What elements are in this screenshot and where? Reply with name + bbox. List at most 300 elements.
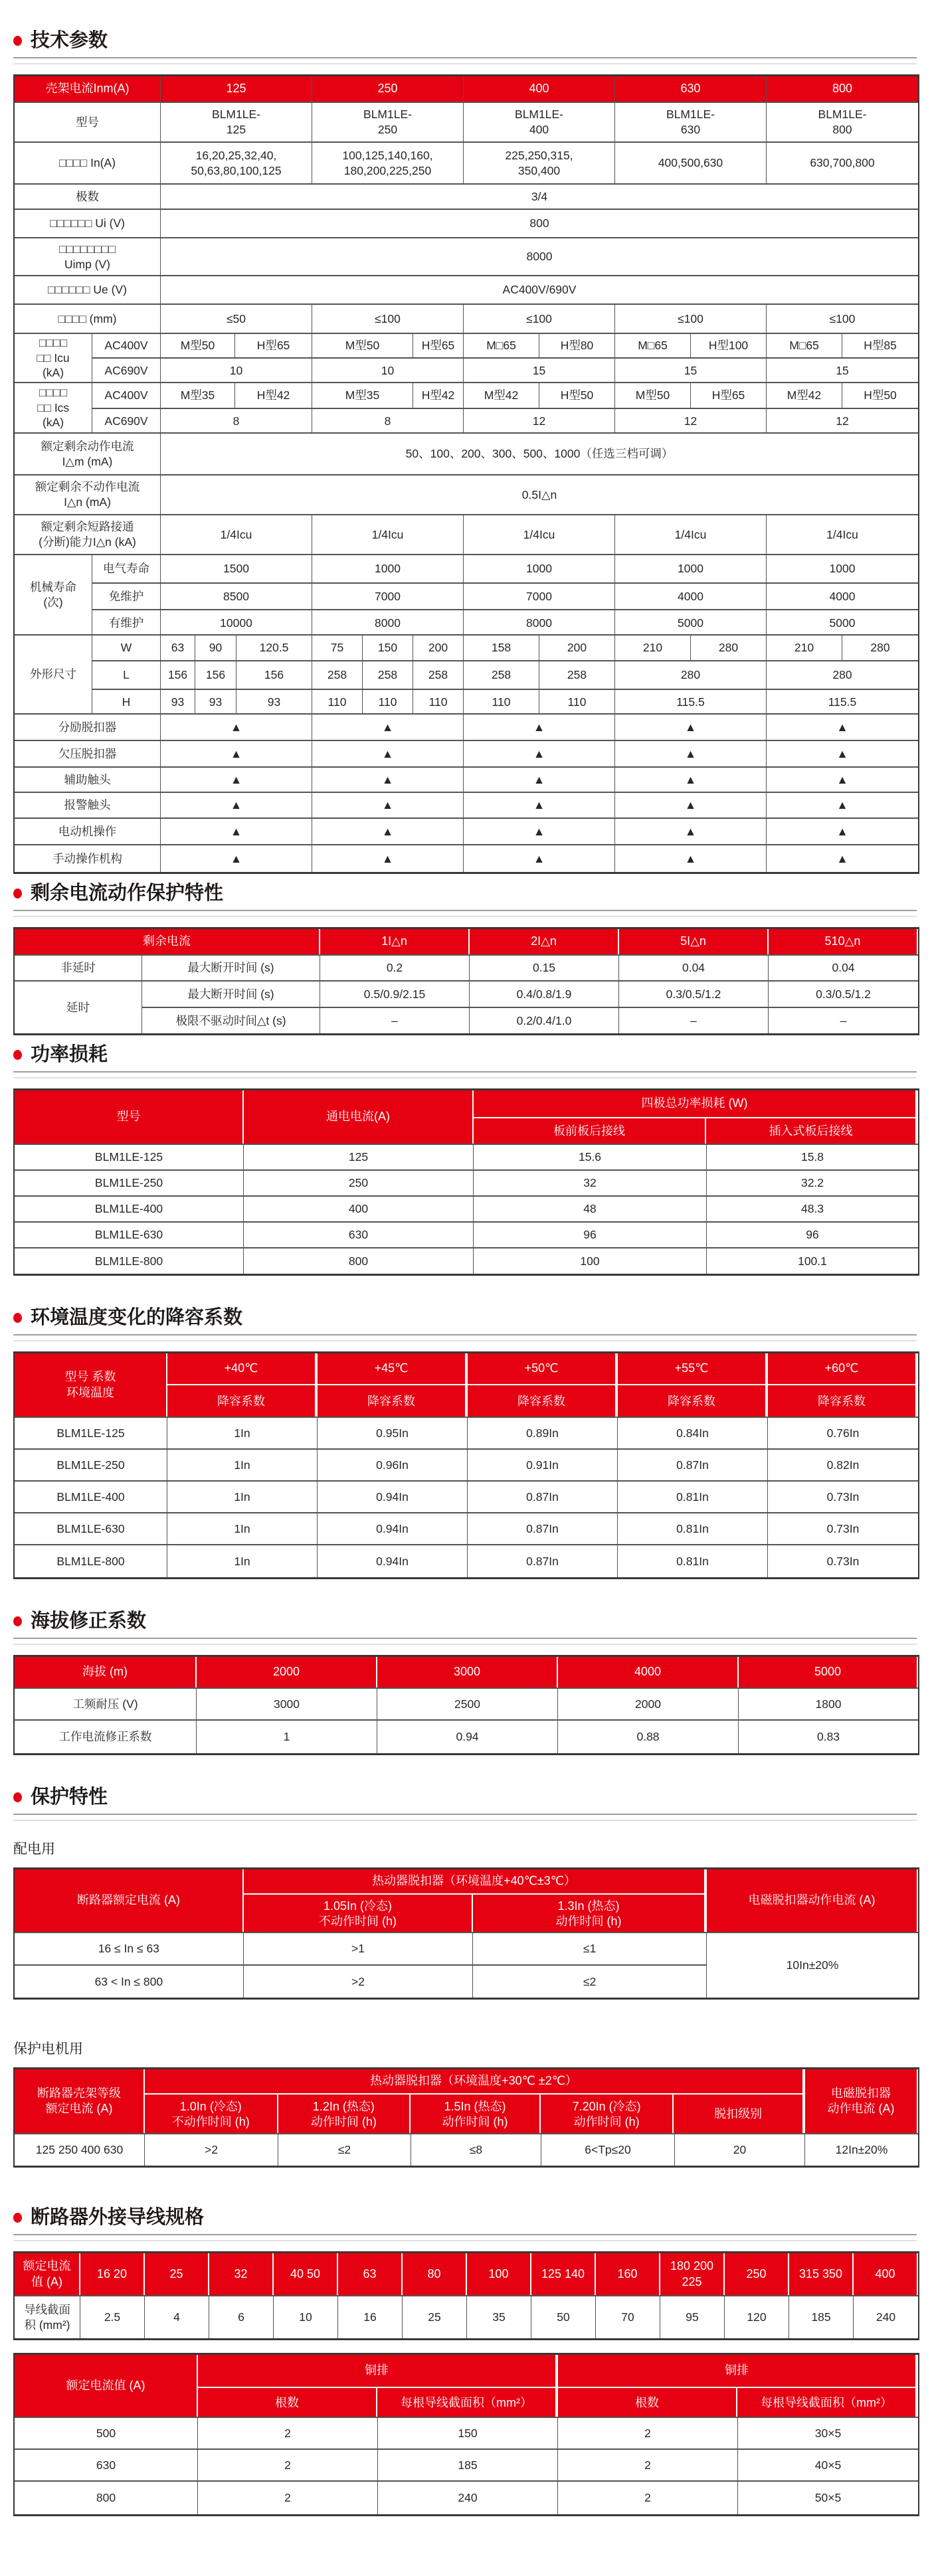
cell: BLM1LE-400: [15, 1197, 244, 1221]
header-cell: [145, 2069, 805, 2133]
cell: □□□□□□□□ Uimp (V): [15, 238, 161, 275]
header-cell: 7.20In (冷态) 动作时间 (h): [541, 2095, 674, 2133]
cell: W: [92, 636, 161, 660]
section-title-wire: [13, 2206, 917, 2229]
cell: ≤8: [411, 2134, 541, 2166]
cell: 8000: [312, 610, 464, 634]
cell: M□65: [767, 334, 842, 357]
cell: AC400V/690V: [502, 283, 577, 297]
sub-title-motor: 保护电机用: [13, 2041, 83, 2057]
cell: 158: [464, 636, 539, 660]
cell: 2000: [558, 1689, 739, 1719]
cell: >1: [244, 1933, 474, 1964]
cell: 120: [725, 2296, 789, 2338]
cell: BLM1LE-630: [15, 1513, 167, 1544]
cell: 0.73In: [826, 1554, 860, 1568]
cell: 导线截面 积 (mm²): [15, 2296, 80, 2338]
cell: 120.5: [236, 636, 312, 660]
cell: □□□□□□ Ue (V): [15, 276, 161, 303]
cell: AC400V: [92, 383, 161, 408]
cell: AC400V: [92, 334, 161, 357]
cell: 2: [558, 2450, 738, 2480]
header-cell: [198, 2355, 558, 2417]
header-cell: 180 200 225: [660, 2253, 725, 2295]
section-title-altitude: [13, 1610, 917, 1632]
cell: 0.95In: [318, 1418, 468, 1448]
cell: 30×5: [814, 2426, 842, 2440]
cell: 1000: [615, 555, 767, 582]
cell: 3/4: [531, 189, 548, 203]
cell: ▲: [464, 845, 615, 872]
cell: 100: [474, 1248, 707, 1274]
cell: 35: [467, 2296, 531, 2338]
header-cell: +45℃: [318, 1353, 466, 1384]
cell: BLM1LE-250: [15, 1450, 167, 1480]
cell: H型42: [235, 383, 312, 408]
header-cell: 热动器脱扣器（环境温度+30℃ ±2℃）: [145, 2069, 804, 2093]
header-cell: [244, 1869, 707, 1932]
header-cell: 315 350: [789, 2253, 854, 2295]
cell: ▲: [464, 819, 615, 844]
cell: 70: [596, 2296, 660, 2338]
header-cell: 5I△n: [619, 929, 769, 954]
cell: ▲: [615, 715, 767, 740]
header-cell: 断路器额定电流 (A): [15, 1869, 244, 1932]
cell: 2: [558, 2418, 738, 2448]
header-cell: 断路器壳架等级 额定电流 (A): [15, 2069, 145, 2133]
cell: 0.87In: [468, 1482, 618, 1512]
cell: 12: [836, 414, 849, 428]
header-cell: 板前板后接线: [474, 1118, 706, 1144]
cell: 4: [145, 2296, 209, 2338]
bullet-icon: [13, 1792, 22, 1802]
cell: □□□□ □□ Icu (kA): [15, 334, 92, 382]
header-cell: 250: [312, 76, 464, 102]
cell: ▲: [312, 845, 464, 872]
cell: ▲: [836, 824, 848, 838]
header-cell: 3000: [377, 1657, 558, 1687]
power-loss-table: [13, 1088, 919, 1276]
cell: 非延时: [15, 956, 142, 980]
cell: 16,20,25,32,40, 50,63,80,100,125: [161, 143, 312, 183]
section-title-text: 保护特性: [31, 1786, 108, 1808]
cell: 1/4Icu: [826, 527, 858, 541]
cell: 最大断开时间 (s): [142, 982, 320, 1007]
cell: 报警触头: [15, 793, 161, 817]
header-cell: 800: [767, 76, 918, 102]
cell: ▲: [312, 819, 464, 844]
cell: ▲: [161, 793, 312, 817]
header-cell: 25: [145, 2253, 209, 2295]
header-cell: 125 140: [531, 2253, 596, 2295]
cell: 7000: [312, 584, 464, 609]
cell: ▲: [615, 768, 767, 792]
cell: BLM1LE- 800: [818, 108, 867, 136]
distribution-protection-table: [13, 1867, 919, 2000]
cell: 280: [691, 636, 767, 660]
cell: 6<Tp≤20: [541, 2134, 675, 2166]
cell: 125: [244, 1145, 474, 1169]
cell: AC690V: [92, 409, 161, 432]
section-title-text: 剩余电流动作保护特性: [31, 883, 224, 904]
header-cell: [474, 1090, 918, 1144]
cell: AC690V: [92, 359, 161, 382]
cell: 150: [363, 636, 413, 660]
cell: 115.5: [828, 695, 857, 709]
cell: 210: [767, 636, 842, 660]
cell: 10In±20%: [786, 1958, 839, 1972]
cell: 0.4/0.8/1.9: [470, 982, 619, 1007]
bullet-icon: [13, 1050, 22, 1060]
cell: H型50: [539, 383, 615, 408]
cell: 10: [312, 359, 464, 382]
header-cell: 1.05In (冷态) 不动作时间 (h): [244, 1895, 473, 1932]
cell: ▲: [836, 772, 848, 786]
cell: 5000: [615, 610, 767, 634]
header-cell: 630: [615, 76, 767, 102]
cell: 0.76In: [826, 1426, 860, 1440]
cell: 75: [312, 636, 363, 660]
cell: 800: [244, 1248, 474, 1274]
cell: ≤1: [583, 1942, 597, 1956]
cell: 0.2: [320, 956, 470, 980]
cell: 3000: [197, 1689, 377, 1719]
bullet-icon: [13, 1313, 22, 1323]
header-cell: [558, 2355, 918, 2417]
cell: 200: [413, 636, 464, 660]
cell: 110: [312, 690, 363, 713]
cell: 型号: [15, 103, 161, 141]
header-cell: 铜排: [558, 2355, 917, 2387]
cell: [92, 636, 918, 713]
cell: 外形尺寸: [15, 636, 92, 713]
cell: 分励脱扣器: [15, 715, 161, 740]
cell: H型65: [413, 334, 464, 357]
cell: H型65: [235, 334, 312, 357]
cell: 4000: [829, 589, 856, 603]
cell: 20: [675, 2134, 805, 2166]
cell: >2: [145, 2134, 278, 2166]
cell: □□□□ In(A): [15, 143, 161, 183]
cell: 0.88: [558, 1721, 739, 1753]
cell: 16 ≤ In ≤ 63: [15, 1933, 244, 1964]
cell: 800: [15, 2482, 198, 2514]
cell: 8: [312, 409, 464, 432]
cell: 电气寿命: [92, 555, 161, 582]
cell: M型50: [161, 334, 235, 357]
header-cell: 32: [209, 2253, 274, 2295]
cell: 0.04: [619, 956, 769, 980]
cell: BLM1LE-400: [15, 1482, 167, 1512]
cell: ▲: [312, 793, 464, 817]
cell: –: [320, 1008, 470, 1033]
header-cell: 63: [338, 2253, 403, 2295]
cell: 400: [244, 1197, 474, 1221]
cell: 1800: [815, 1697, 842, 1711]
cell: BLM1LE-125: [15, 1145, 244, 1169]
cell: ▲: [464, 741, 615, 766]
cell: M型42: [767, 383, 842, 408]
cell: 63: [161, 636, 195, 660]
cell: ▲: [615, 845, 767, 872]
cell: 96: [806, 1228, 819, 1242]
section-divider: [13, 1071, 917, 1078]
cell: 110: [539, 690, 615, 713]
header-cell: 电磁脱扣器动作电流 (A): [707, 1869, 918, 1932]
header-cell: 型号: [15, 1090, 244, 1144]
cell: 258: [363, 661, 413, 689]
cell: 2.5: [80, 2296, 145, 2338]
cell: 280: [870, 641, 890, 655]
cell: H型50: [864, 388, 897, 402]
header-cell: 热动器脱扣器（环境温度+40℃±3℃）: [244, 1869, 705, 1893]
cell: H型80: [539, 334, 615, 357]
cell: 10000: [161, 610, 312, 634]
header-cell: 额定电流 值 (A): [15, 2253, 80, 2295]
cell: ≤2: [583, 1974, 597, 1988]
cell: ▲: [836, 746, 848, 760]
header-cell: 壳架电流Inm(A): [15, 76, 161, 102]
cell: 0.81In: [618, 1545, 768, 1577]
cell: M□65: [615, 334, 691, 357]
cell: H型100: [691, 334, 767, 357]
cell: 0.81In: [618, 1482, 768, 1512]
cell: 12: [615, 409, 767, 432]
section-title-text: 海拔修正系数: [31, 1610, 147, 1632]
cell: 280: [615, 661, 767, 689]
cell: 250: [244, 1171, 474, 1195]
section-divider: [13, 57, 917, 64]
section-title-residual: [13, 882, 917, 904]
header-cell: [618, 1353, 768, 1417]
header-cell: 插入式板后接线: [706, 1118, 917, 1144]
cell: 110: [363, 690, 413, 713]
cell: BLM1LE- 250: [312, 103, 464, 141]
header-cell: 1I△n: [320, 929, 470, 954]
header-cell: 降容系数: [167, 1385, 316, 1417]
cell: 0.04: [832, 961, 855, 975]
cell: 150: [378, 2418, 558, 2448]
header-cell: +40℃: [167, 1353, 316, 1384]
cell: ▲: [464, 715, 615, 740]
header-cell: 电磁脱扣器 动作电流 (A): [805, 2069, 918, 2133]
cell: ▲: [615, 741, 767, 766]
header-cell: 剩余电流: [15, 929, 320, 954]
cell: 最大断开时间 (s): [142, 956, 320, 980]
cell: 48.3: [800, 1202, 824, 1216]
cell: 15: [615, 359, 767, 382]
cell: □□□□ □□ Ics (kA): [15, 383, 92, 432]
cell: 15: [836, 364, 849, 378]
cell: 630: [244, 1223, 474, 1247]
cell: 32.2: [800, 1176, 824, 1190]
header-cell: 400: [464, 76, 615, 102]
bullet-icon: [13, 36, 22, 46]
section-divider: [13, 1814, 917, 1821]
section-title-text: 断路器外接导线规格: [31, 2207, 205, 2228]
cell: 100,125,140,160, 180,200,225,250: [312, 143, 464, 183]
cell: M型35: [312, 383, 413, 408]
cell: 32: [474, 1171, 707, 1195]
cell: [92, 383, 918, 432]
cell: M型50: [615, 383, 691, 408]
derating-table: [13, 1351, 919, 1579]
tech-params-table: [13, 74, 919, 874]
cell: 125 250 400 630: [15, 2134, 145, 2166]
cell: BLM1LE-250: [15, 1171, 244, 1195]
header-cell: 1.2In (热态) 动作时间 (h): [278, 2095, 411, 2133]
cell: 185: [378, 2450, 558, 2480]
cell: 0.73In: [826, 1490, 860, 1503]
cell: 93: [236, 690, 312, 713]
cell: 0.3/0.5/1.2: [816, 987, 871, 1001]
cell: 630: [15, 2450, 198, 2480]
header-cell: 型号 系数 环境温度: [15, 1353, 167, 1417]
header-cell: 每根导线截面积（mm²）: [737, 2388, 917, 2417]
header-cell: 额定电流值 (A): [15, 2355, 198, 2417]
bullet-icon: [13, 1616, 22, 1626]
cell: 2: [558, 2482, 738, 2514]
cell: 110: [464, 690, 539, 713]
header-cell: [318, 1353, 468, 1417]
section-title-text: 功率损耗: [31, 1044, 108, 1065]
cell: 1500: [161, 555, 312, 582]
cell: BLM1LE- 125: [161, 103, 312, 141]
header-cell: 2I△n: [470, 929, 619, 954]
cell: M型42: [464, 383, 539, 408]
cell: 8000: [464, 610, 615, 634]
cell: 5000: [829, 616, 856, 630]
cell: 0.2/0.4/1.0: [470, 1008, 619, 1033]
cell: 1000: [312, 555, 464, 582]
cell: 8: [161, 409, 312, 432]
cell: BLM1LE-800: [15, 1545, 167, 1577]
cell: 258: [312, 661, 363, 689]
bullet-icon: [13, 889, 22, 899]
header-cell: 100: [467, 2253, 531, 2295]
cell: [15, 1933, 707, 1998]
header-cell: 1.0In (冷态) 不动作时间 (h): [145, 2095, 278, 2133]
cell: 93: [195, 690, 236, 713]
cell: 25: [403, 2296, 467, 2338]
cell: 0.94: [377, 1721, 558, 1753]
cell: –: [840, 1013, 847, 1027]
cell: 0.3/0.5/1.2: [619, 982, 769, 1007]
cell: ▲: [161, 768, 312, 792]
cell: 50: [531, 2296, 596, 2338]
cell: 额定剩余不动作电流 I△n (mA): [15, 475, 161, 514]
section-divider: [13, 1334, 917, 1341]
cell: 15.8: [800, 1150, 824, 1164]
cell: 12In±20%: [835, 2143, 888, 2157]
cell: 0.87In: [618, 1450, 768, 1480]
cell: BLM1LE- 400: [464, 103, 615, 141]
header-cell: 降容系数: [468, 1385, 616, 1417]
cell: 1: [197, 1721, 377, 1753]
cell: ▲: [312, 741, 464, 766]
cell: 0.5I△n: [521, 487, 557, 501]
cell: –: [619, 1008, 769, 1033]
cell: 1In: [167, 1450, 318, 1480]
cell: 有维护: [92, 610, 161, 634]
cell: 0.5/0.9/2.15: [320, 982, 470, 1007]
cell: [92, 555, 918, 634]
cell: 240: [876, 2310, 896, 2324]
cell: 156: [236, 661, 312, 689]
cell: 辅助触头: [15, 768, 161, 792]
cell: 156: [161, 661, 195, 689]
header-cell: 脱扣级别: [674, 2095, 804, 2133]
cell: 10: [274, 2296, 338, 2338]
cell: ≤100: [829, 311, 856, 325]
header-cell: [167, 1353, 318, 1417]
header-cell: 125: [161, 76, 312, 102]
section-divider: [13, 2234, 917, 2241]
cell: BLM1LE-800: [15, 1248, 244, 1274]
cell: 800: [529, 216, 549, 230]
cell: H型42: [413, 383, 464, 408]
header-cell: +50℃: [468, 1353, 616, 1384]
cell: 95: [660, 2296, 725, 2338]
cell: 延时: [15, 982, 142, 1033]
cell: 手动操作机构: [15, 845, 161, 872]
cell: ▲: [836, 851, 848, 865]
cell: ≤50: [161, 305, 312, 333]
cell: BLM1LE-125: [15, 1418, 167, 1448]
cell: 2: [198, 2450, 378, 2480]
cell: 极限不驱动时间△t (s): [142, 1008, 320, 1033]
cell: ≤100: [464, 305, 615, 333]
header-cell: 80: [403, 2253, 467, 2295]
header-cell: 铜排: [198, 2355, 557, 2387]
cell: 0.94In: [318, 1513, 468, 1544]
cell: 210: [615, 636, 691, 660]
cell: 工频耐压 (V): [15, 1689, 197, 1719]
cell: 极数: [15, 185, 161, 209]
cell: 1/4Icu: [161, 515, 312, 554]
cell: ▲: [161, 741, 312, 766]
busbar-spec-table: [13, 2353, 919, 2516]
cell: 1In: [167, 1418, 318, 1448]
cell: 0.15: [470, 956, 619, 980]
header-cell: 根数: [198, 2388, 377, 2417]
cell: 额定剩余动作电流 I△m (mA): [15, 434, 161, 474]
cell: 93: [161, 690, 195, 713]
header-cell: 降容系数: [618, 1385, 767, 1417]
cell: 185: [789, 2296, 854, 2338]
cell: 48: [474, 1197, 707, 1221]
cell: 0.94In: [318, 1482, 468, 1512]
section-title-temp: [13, 1306, 917, 1329]
header-cell: [768, 1353, 918, 1417]
cell: ▲: [836, 720, 848, 734]
cell: 15: [464, 359, 615, 382]
cell: ▲: [161, 715, 312, 740]
cell: 电动机操作: [15, 819, 161, 844]
cell: [92, 334, 918, 382]
cell: 0.89In: [468, 1418, 618, 1448]
cell: M□65: [464, 334, 539, 357]
cell: 50×5: [814, 2491, 842, 2505]
header-cell: +55℃: [618, 1353, 767, 1384]
altitude-correction-table: [13, 1655, 919, 1755]
cell: 630,700,800: [810, 156, 875, 170]
cell: 机械寿命 (次): [15, 555, 92, 634]
cell: 96: [474, 1223, 707, 1247]
cell: 6: [209, 2296, 274, 2338]
motor-protection-table: [13, 2067, 919, 2168]
header-cell: 2000: [197, 1657, 377, 1687]
